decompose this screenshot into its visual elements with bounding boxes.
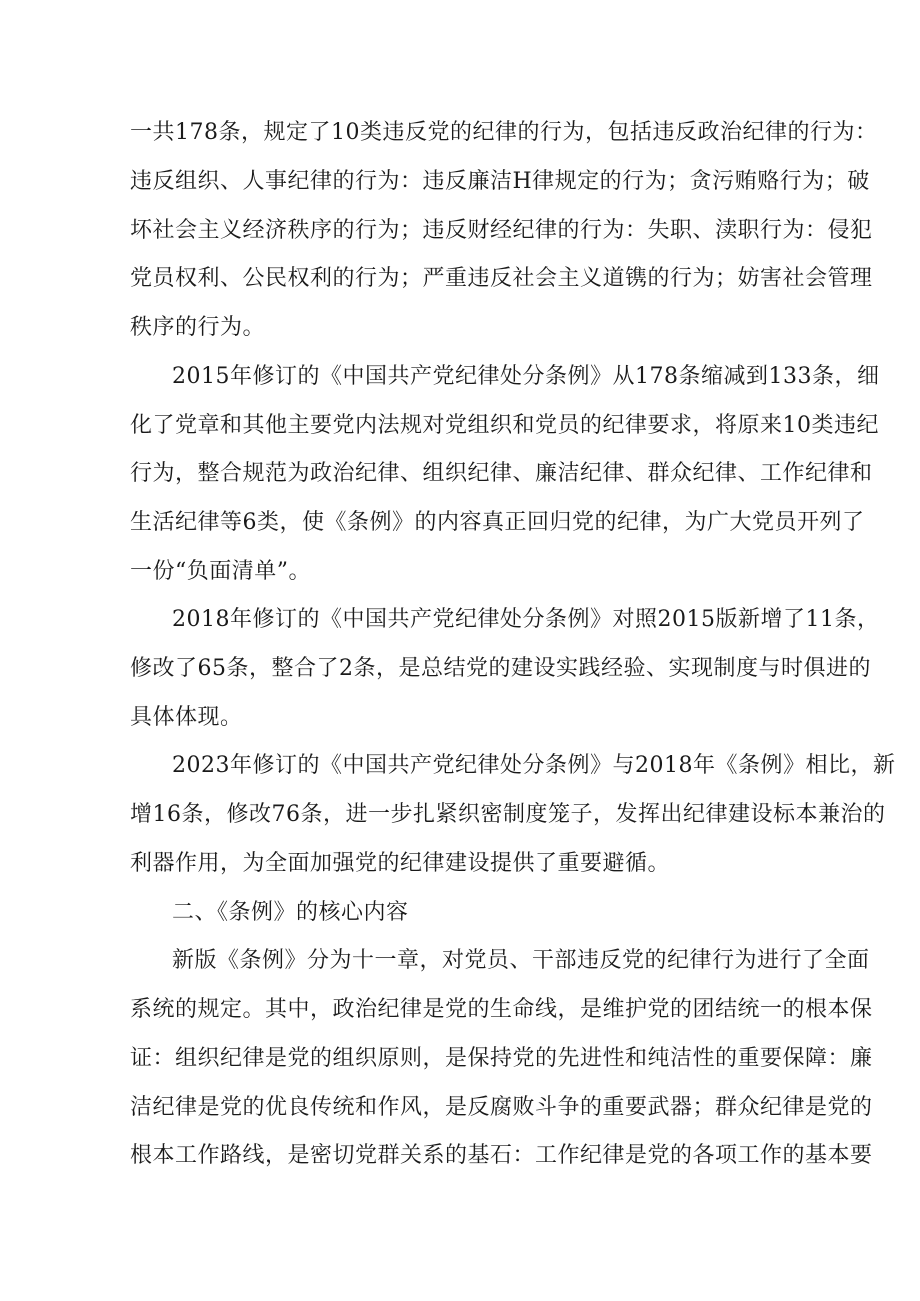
paragraph-line: 违反组织、人事纪律的行为：违反廉洁H律规定的行为；贪污贿赂行为；破 [130,169,870,194]
paragraph-line: 洁纪律是党的优良传统和作风，是反腐败斗争的重要武器；群众纪律是党的 [130,1095,873,1120]
paragraph-line: 系统的规定。其中，政治纪律是党的生命线，是维护党的团结统一的根本保 [130,997,873,1022]
paragraph-line: 2018年修订的《中国共产党纪律处分条例》对照2015版新增了11条， [172,607,880,632]
paragraph-line: 根本工作路线，是密切党群关系的基石：工作纪律是党的各项工作的基本要 [130,1143,873,1168]
paragraph-line: 秩序的行为。 [130,315,266,340]
paragraph-line: 2015年修订的《中国共产党纪律处分条例》从178条缩减到133条，细 [172,364,880,389]
paragraph-line: 一份“负面清单”。 [130,559,311,584]
paragraph-line: 2023年修订的《中国共产党纪律处分条例》与2018年《条例》相比，新 [172,753,896,778]
paragraph-line: 修改了65条，整合了2条，是总结党的建设实践经验、实现制度与时俱进的 [130,656,871,681]
section-heading: 二、《条例》的核心内容 [172,900,409,925]
paragraph-line: 生活纪律等6类，使《条例》的内容真正回归党的纪律，为广大党员开列了 [130,510,865,535]
paragraph-line: 一共178条，规定了10类违反党的纪律的行为，包括违反政治纪律的行为： [130,120,878,145]
paragraph-line: 增16条，修改76条，进一步扎紧织密制度笼子，发挥出纪律建设标本兼治的 [130,802,886,827]
paragraph-line: 坏社会主义经济秩序的行为；违反财经纪律的行为：失职、渎职行为：侵犯 [130,218,873,243]
paragraph-line: 化了党章和其他主要党内法规对党组织和党员的纪律要求，将原来10类违纪 [130,413,879,438]
paragraph-line: 具体体现。 [130,705,243,730]
paragraph-line: 证：组织纪律是党的组织原则，是保持党的先进性和纯洁性的重要保障：廉 [130,1046,873,1071]
paragraph-line: 利器作用，为全面加强党的纪律建设提供了重要避循。 [130,851,671,876]
paragraph-line: 党员权利、公民权利的行为；严重违反社会主义道镌的行为；妨害社会管理 [130,266,873,291]
paragraph-line: 新版《条例》分为十一章，对党员、干部违反党的纪律行为进行了全面 [172,948,870,973]
paragraph-line: 行为，整合规范为政治纪律、组织纪律、廉洁纪律、群众纪律、工作纪律和 [130,461,873,486]
